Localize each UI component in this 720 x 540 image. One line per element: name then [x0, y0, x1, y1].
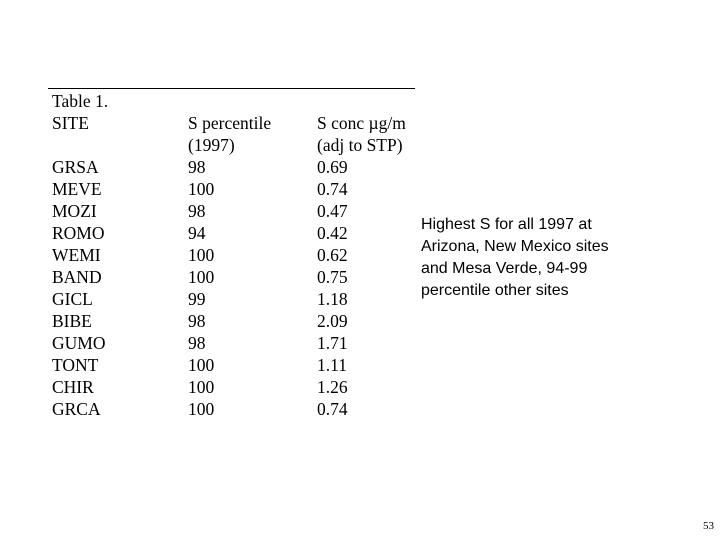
cell-site: MOZI — [52, 201, 97, 221]
cell-concentration: 0.42 — [317, 223, 348, 243]
cell-percentile: 100 — [188, 179, 215, 199]
header-concentration: S conc µg/m — [317, 113, 406, 133]
cell-percentile: 99 — [188, 289, 206, 309]
cell-site: TONT — [52, 355, 99, 375]
annotation-note — [421, 214, 701, 302]
cell-site: BIBE — [52, 311, 92, 331]
cell-concentration: 0.74 — [317, 179, 348, 199]
cell-percentile: 98 — [188, 333, 206, 353]
note-line: Arizona, New Mexico sites — [421, 238, 609, 255]
cell-site: GRCA — [52, 399, 101, 419]
cell-percentile: 100 — [188, 377, 215, 397]
page-number: 53 — [703, 520, 714, 532]
cell-site: CHIR — [52, 377, 94, 397]
table-top-rule — [48, 88, 415, 89]
cell-site: GUMO — [52, 333, 106, 353]
note-line: Highest S for all 1997 at — [421, 216, 592, 233]
cell-site: BAND — [52, 267, 102, 287]
cell-percentile: 100 — [188, 267, 215, 287]
cell-concentration: 2.09 — [317, 311, 348, 331]
cell-concentration: 0.75 — [317, 267, 348, 287]
cell-percentile: 94 — [188, 223, 206, 243]
header-percentile-year: (1997) — [188, 135, 235, 155]
cell-site: ROMO — [52, 223, 105, 243]
note-line: percentile other sites — [421, 282, 569, 299]
cell-concentration: 0.62 — [317, 245, 348, 265]
cell-percentile: 98 — [188, 311, 206, 331]
cell-percentile: 98 — [188, 157, 206, 177]
header-concentration-units: (adj to STP) — [317, 135, 403, 155]
cell-percentile: 100 — [188, 245, 215, 265]
cell-percentile: 98 — [188, 201, 206, 221]
cell-site: MEVE — [52, 179, 102, 199]
header-site: SITE — [52, 113, 89, 133]
cell-site: GICL — [52, 289, 93, 309]
cell-concentration: 0.74 — [317, 399, 348, 419]
cell-site: GRSA — [52, 157, 99, 177]
header-percentile: S percentile — [188, 113, 272, 133]
table-caption: Table 1. — [52, 91, 109, 111]
note-line: and Mesa Verde, 94-99 — [421, 260, 588, 277]
cell-concentration: 1.11 — [317, 355, 347, 375]
data-table — [48, 88, 415, 428]
cell-concentration: 0.47 — [317, 201, 348, 221]
cell-concentration: 1.71 — [317, 333, 348, 353]
cell-concentration: 0.69 — [317, 157, 348, 177]
cell-percentile: 100 — [188, 355, 215, 375]
cell-percentile: 100 — [188, 399, 215, 419]
cell-concentration: 1.26 — [317, 377, 348, 397]
cell-site: WEMI — [52, 245, 101, 265]
cell-concentration: 1.18 — [317, 289, 348, 309]
